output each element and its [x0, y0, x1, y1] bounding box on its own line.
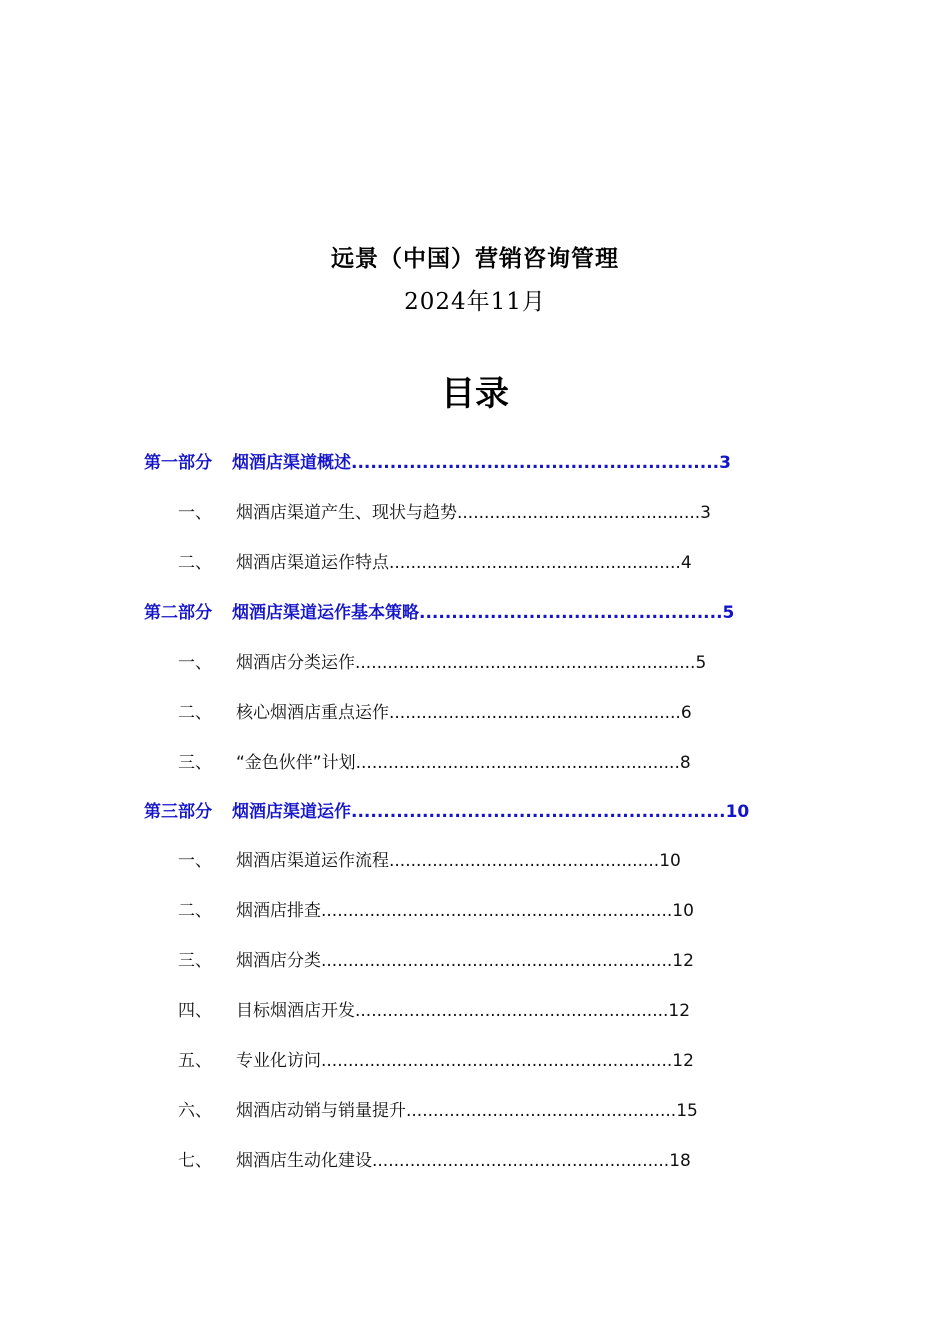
toc-leader-dots: .......................................................... — [355, 1001, 669, 1021]
toc-item[interactable] — [178, 500, 711, 526]
document-date: 2024年11月 — [404, 289, 546, 315]
toc-item-title: 烟酒店生动化建设 — [236, 1151, 372, 1171]
toc-item-title: 烟酒店动销与销量提升 — [236, 1101, 406, 1121]
toc-item-title: 目标烟酒店开发 — [236, 1001, 355, 1021]
toc-item[interactable] — [178, 948, 694, 974]
toc-part-title: 烟酒店渠道运作基本策略 — [232, 603, 419, 623]
toc-item[interactable] — [178, 650, 706, 676]
toc-page-number: 12 — [672, 951, 694, 971]
toc-part-label: 第一部分 — [144, 453, 212, 473]
toc-item-title: 核心烟酒店重点运作 — [236, 703, 389, 723]
toc-leader-dots: ............................................................... — [355, 653, 696, 673]
toc-leader-dots: ............................................... — [419, 603, 723, 623]
toc-item[interactable] — [178, 1098, 698, 1124]
toc-item-number: 二、 — [178, 553, 212, 573]
toc-leader-dots: ............................................. — [457, 503, 701, 523]
toc-item-number: 四、 — [178, 1001, 212, 1021]
toc-item-number: 七、 — [178, 1151, 212, 1171]
toc-page-number: 3 — [700, 503, 711, 523]
toc-page-number: 12 — [672, 1051, 694, 1071]
toc-leader-dots: ................................................................. — [321, 951, 673, 971]
toc-item-number: 一、 — [178, 851, 212, 871]
toc-leader-dots: ......................................................... — [351, 453, 720, 473]
toc-item-title: 烟酒店排查 — [236, 901, 321, 921]
toc-leader-dots: ............................................................ — [355, 753, 680, 773]
toc-part-label: 第二部分 — [144, 603, 212, 623]
toc-part-3[interactable] — [144, 799, 749, 825]
toc-item-number: 五、 — [178, 1051, 212, 1071]
toc-page-number: 8 — [679, 753, 691, 773]
toc-item-number: 六、 — [178, 1101, 212, 1121]
toc-item[interactable] — [178, 700, 692, 726]
toc-item-number: 三、 — [178, 951, 212, 971]
toc-part-title: 烟酒店渠道概述 — [232, 453, 351, 473]
toc-leader-dots: .................................................. — [406, 1101, 677, 1121]
toc-page-number: 4 — [680, 553, 692, 573]
toc-page-number: 6 — [680, 703, 692, 723]
toc-part-label: 第三部分 — [144, 802, 212, 822]
toc-item[interactable] — [178, 848, 681, 874]
toc-item-number: 三、 — [178, 753, 212, 773]
toc-item-number: 一、 — [178, 653, 212, 673]
toc-item[interactable] — [178, 998, 690, 1024]
toc-item-title: 烟酒店渠道运作流程 — [236, 851, 389, 871]
toc-page-number: 10 — [725, 802, 750, 822]
toc-page-number: 3 — [719, 453, 731, 473]
toc-part-1[interactable] — [144, 450, 731, 476]
toc-item-title: 烟酒店分类 — [236, 951, 321, 971]
toc-item[interactable] — [178, 750, 691, 776]
toc-item[interactable] — [178, 550, 692, 576]
toc-title: 目录 — [441, 374, 509, 414]
toc-page-number: 10 — [659, 851, 681, 871]
toc-page-number: 12 — [668, 1001, 691, 1021]
toc-leader-dots: .......................................................... — [351, 802, 726, 822]
toc-item-title: 烟酒店渠道产生、现状与趋势 — [236, 503, 457, 523]
toc-page-number: 10 — [672, 901, 694, 921]
toc-item-title: “金色伙伴”计划 — [236, 753, 356, 773]
toc-leader-dots: ...................................................... — [389, 553, 681, 573]
toc-item-number: 一、 — [178, 503, 212, 523]
toc-part-2[interactable] — [144, 600, 734, 626]
toc-item-number: 二、 — [178, 901, 212, 921]
toc-leader-dots: ................................................................. — [321, 1051, 673, 1071]
toc-leader-dots: ...................................................... — [389, 703, 681, 723]
toc-part-title: 烟酒店渠道运作 — [232, 802, 351, 822]
toc-item[interactable] — [178, 1148, 691, 1174]
toc-page-number: 15 — [676, 1101, 698, 1121]
toc-item-number: 二、 — [178, 703, 212, 723]
toc-leader-dots: .................................................. — [389, 851, 660, 871]
organization-name: 远景（中国）营销咨询管理 — [331, 245, 619, 272]
toc-leader-dots: ................................................................. — [321, 901, 673, 921]
toc-item-title: 专业化访问 — [236, 1051, 321, 1071]
toc-page-number: 5 — [722, 603, 735, 623]
toc-item-title: 烟酒店渠道运作特点 — [236, 553, 389, 573]
toc-item-title: 烟酒店分类运作 — [236, 653, 355, 673]
toc-item[interactable] — [178, 1048, 694, 1074]
toc-page-number: 18 — [669, 1151, 691, 1171]
toc-page-number: 5 — [695, 653, 707, 673]
toc-item[interactable] — [178, 898, 694, 924]
toc-leader-dots: ....................................................... — [372, 1151, 670, 1171]
